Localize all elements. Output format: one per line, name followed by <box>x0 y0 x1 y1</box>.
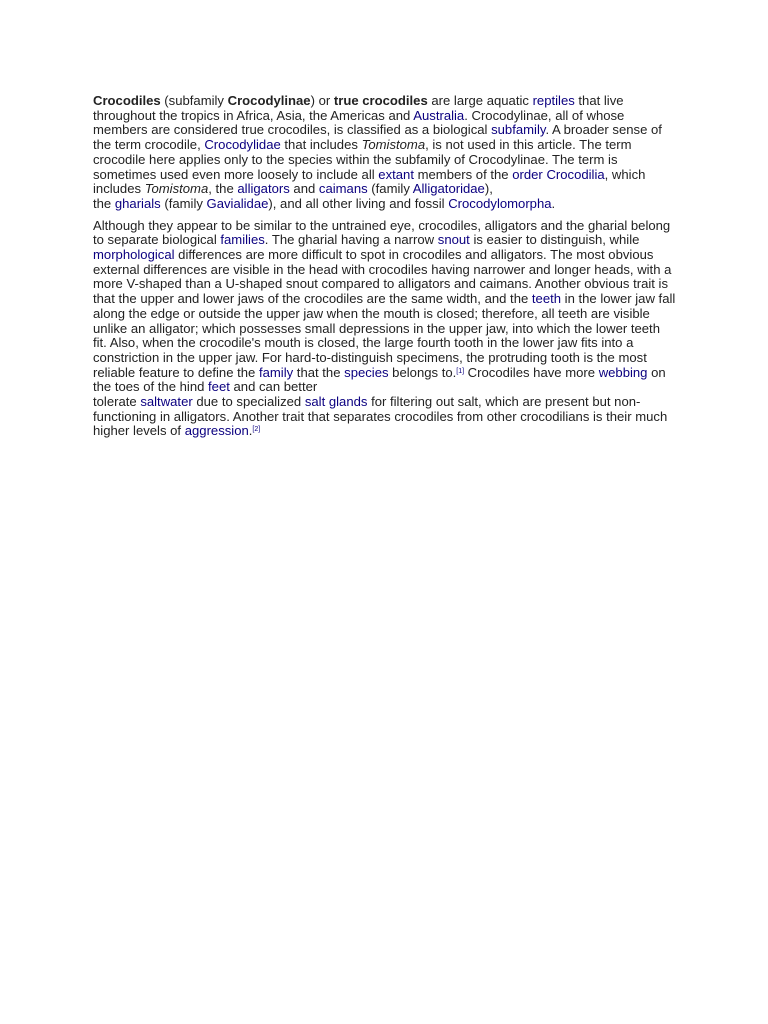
text-run: , which includes <box>93 166 646 197</box>
link-reptiles[interactable]: reptiles <box>532 93 575 108</box>
link-gavialidae[interactable]: Gavialidae <box>206 195 269 211</box>
text-run: Although they appear to be similar to the untrained eye, crocodiles, alligators and the gharial belong to separate biological <box>93 217 671 248</box>
citation-ref <box>252 426 260 433</box>
link-families[interactable]: families <box>220 232 265 248</box>
text-run: (subfamily <box>160 93 228 108</box>
text-run: in the lower jaw fall along the edge or outside the upper jaw when the mouth is closed; therefore, all teeth are visible unlike an alligator; which possesses small depressions in the upper jaw, into which the lower teeth fit. Also, when the crocodile's mouth is closed, the large fourth tooth in the lower jaw fits into a constriction in the upper jaw. For hard-to-distinguish specimens, the protruding tooth is the most reliable feature to define the <box>93 291 676 380</box>
text-run: and <box>289 181 319 197</box>
link-extant[interactable]: extant <box>378 166 414 182</box>
bold-term: true crocodiles <box>333 93 428 108</box>
text-run: (family <box>160 195 207 211</box>
link-caimans[interactable]: caimans <box>318 181 368 197</box>
link-crocodilia[interactable]: Crocodilia <box>546 166 605 182</box>
citation-link[interactable]: [1] <box>456 367 465 375</box>
link-saltwater[interactable]: saltwater <box>140 394 193 410</box>
intro-paragraph <box>93 94 677 212</box>
link-teeth[interactable]: teeth <box>531 291 562 307</box>
bold-term: Crocodiles <box>93 93 161 108</box>
link-gharials[interactable]: gharials <box>114 195 161 211</box>
text-run: ), and all other living and fossil <box>268 195 449 211</box>
text-run: and can better <box>229 379 318 395</box>
text-run: , the <box>208 181 238 197</box>
text-run: ) or <box>310 93 334 108</box>
text-run: Crocodiles have more <box>464 364 599 380</box>
text-run: that the <box>293 364 345 380</box>
text-run: differences are more difficult to spot in crocodiles and alligators. The most obvious external differences are visible in the head with crocodiles having narrower and longer heads, with a more V-shaped than a U-shaped snout compared to alligators and caimans. Another obvious trait is that the upper and lower jaws of the crocodiles are the same width, and the <box>93 247 672 307</box>
link-crocodylidae[interactable]: Crocodylidae <box>204 137 281 153</box>
text-run: are large aquatic <box>427 93 533 108</box>
comparison-paragraph <box>93 219 677 440</box>
link-feet[interactable]: feet <box>208 379 230 395</box>
link-salt-glands[interactable]: salt glands <box>304 394 368 410</box>
link-morphological[interactable]: morphological <box>93 247 175 263</box>
link-aggression[interactable]: aggression <box>184 423 249 439</box>
text-run: on the toes of the hind <box>93 364 666 395</box>
text-run: that includes <box>280 137 362 153</box>
text-run: for filtering out salt, which are present but non-functioning in alligators. Another trait that separates crocodiles from other crocodilians is their much higher levels of <box>93 394 668 439</box>
text-run: . The gharial having a narrow <box>264 232 438 248</box>
text-run: . <box>248 423 253 439</box>
text-run: tolerate <box>93 394 141 410</box>
citation-link[interactable]: [2] <box>252 426 261 434</box>
text-run: the <box>93 195 115 211</box>
article-body <box>93 94 677 446</box>
link-webbing[interactable]: webbing <box>598 364 648 380</box>
text-run: , is not used in this article. The term crocodile here applies only to the species within the subfamily of Crocodylinae. The term is sometimes used even more loosely to include all <box>93 137 632 182</box>
link-species[interactable]: species <box>344 364 389 380</box>
text-run: (family <box>367 181 413 197</box>
link-alligatoridae[interactable]: Alligatoridae <box>412 181 485 197</box>
text-run: ), <box>484 181 493 197</box>
text-run: members of the <box>413 166 513 182</box>
link-crocodylomorpha[interactable]: Crocodylomorpha <box>448 195 552 211</box>
italic-term: Tomistoma <box>361 137 426 153</box>
text-run: that live throughout the tropics in Africa, Asia, the Americas and <box>93 93 624 123</box>
link-australia[interactable]: Australia <box>413 107 465 123</box>
text-run: is easier to distinguish, while <box>469 232 640 248</box>
link-order[interactable]: order <box>512 166 543 182</box>
link-subfamily[interactable]: subfamily <box>491 122 546 138</box>
link-snout[interactable]: snout <box>437 232 470 248</box>
bold-term: Crocodylinae <box>227 93 311 108</box>
citation-ref <box>456 368 464 375</box>
link-alligators[interactable]: alligators <box>237 181 290 197</box>
text-run: due to specialized <box>192 394 305 410</box>
link-family[interactable]: family <box>258 364 294 380</box>
text-run: belongs to. <box>388 364 457 380</box>
text-run: . A broader sense of the term crocodile, <box>93 122 662 153</box>
italic-term: Tomistoma <box>144 181 209 197</box>
text-run: . Crocodylinae, all of whose members are considered true crocodiles, is classified as a biological <box>93 107 625 138</box>
text-run: . <box>551 195 556 211</box>
